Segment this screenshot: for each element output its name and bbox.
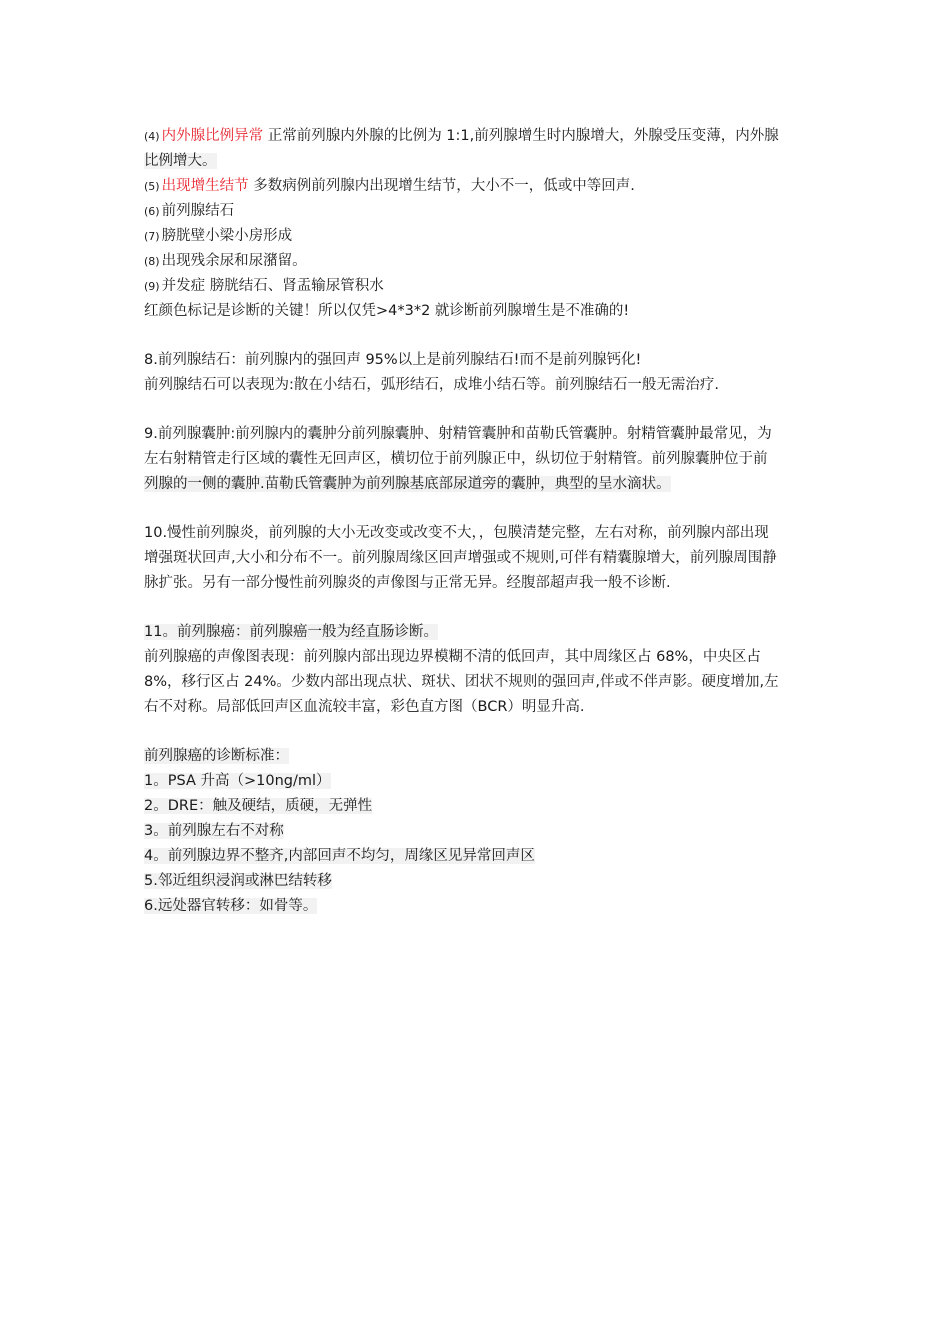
section-10-line: 10.慢性前列腺炎，前列腺的大小无改变或改变不大，，包膜清楚完整，左右对称，前列腺内部出现 [144,525,769,541]
section-9-line: 9.前列腺囊肿:前列腺内的囊肿分前列腺囊肿、射精管囊肿和苗勒氏管囊肿。射精管囊肿最常见，为 [144,426,772,442]
criteria-item: 2。DRE：触及硬结，质硬，无弹性 [144,798,373,814]
item-4-continued [144,149,812,174]
section-11-line: 前列腺癌的声像图表现：前列腺内部出现边界模糊不清的低回声，其中周缘区占 68%，中央区占 [144,649,761,665]
criteria-title: 前列腺癌的诊断标准： [144,748,289,764]
item-number: (9) [144,280,160,293]
document-body [144,124,812,919]
item-text: 正常前列腺内外腺的比例为 1:1,前列腺增生时内腺增大，外腺受压变薄，内外腺 [263,128,779,144]
key-finding-red: 内外腺比例异常 [161,128,264,144]
item-6 [144,199,812,224]
section-10-line: 增强斑状回声,大小和分布不一。前列腺周缘区回声增强或不规则,可伴有精囊腺增大，前列腺周围静 [144,550,777,566]
item-text: 比例增大。 [144,153,217,169]
item-9 [144,274,812,299]
item-8 [144,249,812,274]
item-5 [144,174,812,199]
criteria-item: 3。前列腺左右不对称 [144,823,284,839]
section-11-line: 右不对称。局部低回声区血流较丰富，彩色直方图（BCR）明显升高. [144,699,585,715]
item-number: (5) [144,180,160,193]
item-number: (6) [144,205,160,218]
section-9-line: 左右射精管走行区域的囊性无回声区，横切位于前列腺正中，纵切位于射精管。前列腺囊肿位于前 [144,451,768,467]
item-text: 前列腺结石 [161,203,235,219]
item-text: 多数病例前列腺内出现增生结节，大小不一，低或中等回声. [248,178,635,194]
item-text: 出现残余尿和尿潴留。 [161,253,307,269]
item-4 [144,124,812,149]
criteria-item: 1。PSA 升高（>10ng/ml） [144,773,331,789]
criteria-item: 5.邻近组织浸润或淋巴结转移 [144,873,332,889]
item-number: (8) [144,255,160,268]
section-9-line: 列腺的一侧的囊肿.苗勒氏管囊肿为前列腺基底部尿道旁的囊肿，典型的呈水滴状。 [144,476,671,492]
item-number: (4) [144,130,160,143]
criteria-item: 6.远处器官转移：如骨等。 [144,898,318,914]
item-7 [144,224,812,249]
item-number: (7) [144,230,160,243]
item-text: 并发症 膀胱结石、肾盂输尿管积水 [161,278,384,294]
section-11-title: 11。前列腺癌：前列腺癌一般为经直肠诊断。 [144,624,438,640]
criteria-item: 4。前列腺边界不整齐,内部回声不均匀，周缘区见异常回声区 [144,848,535,864]
section-8-title: 8.前列腺结石：前列腺内的强回声 95%以上是前列腺结石!而不是前列腺钙化! [144,352,642,368]
key-note: 红颜色标记是诊断的关键！所以仅凭>4*3*2 就诊断前列腺增生是不准确的! [144,303,630,319]
section-10-line: 脉扩张。另有一部分慢性前列腺炎的声像图与正常无异。经腹部超声我一般不诊断. [144,575,671,591]
section-8-text: 前列腺结石可以表现为:散在小结石，弧形结石，成堆小结石等。前列腺结石一般无需治疗. [144,377,719,393]
item-text: 膀胱壁小梁小房形成 [161,228,293,244]
key-finding-red: 出现增生结节 [161,178,249,194]
section-11-line: 8%，移行区占 24%。少数内部出现点状、斑状、团状不规则的强回声,伴或不伴声影。硬度增加,左 [144,674,779,690]
